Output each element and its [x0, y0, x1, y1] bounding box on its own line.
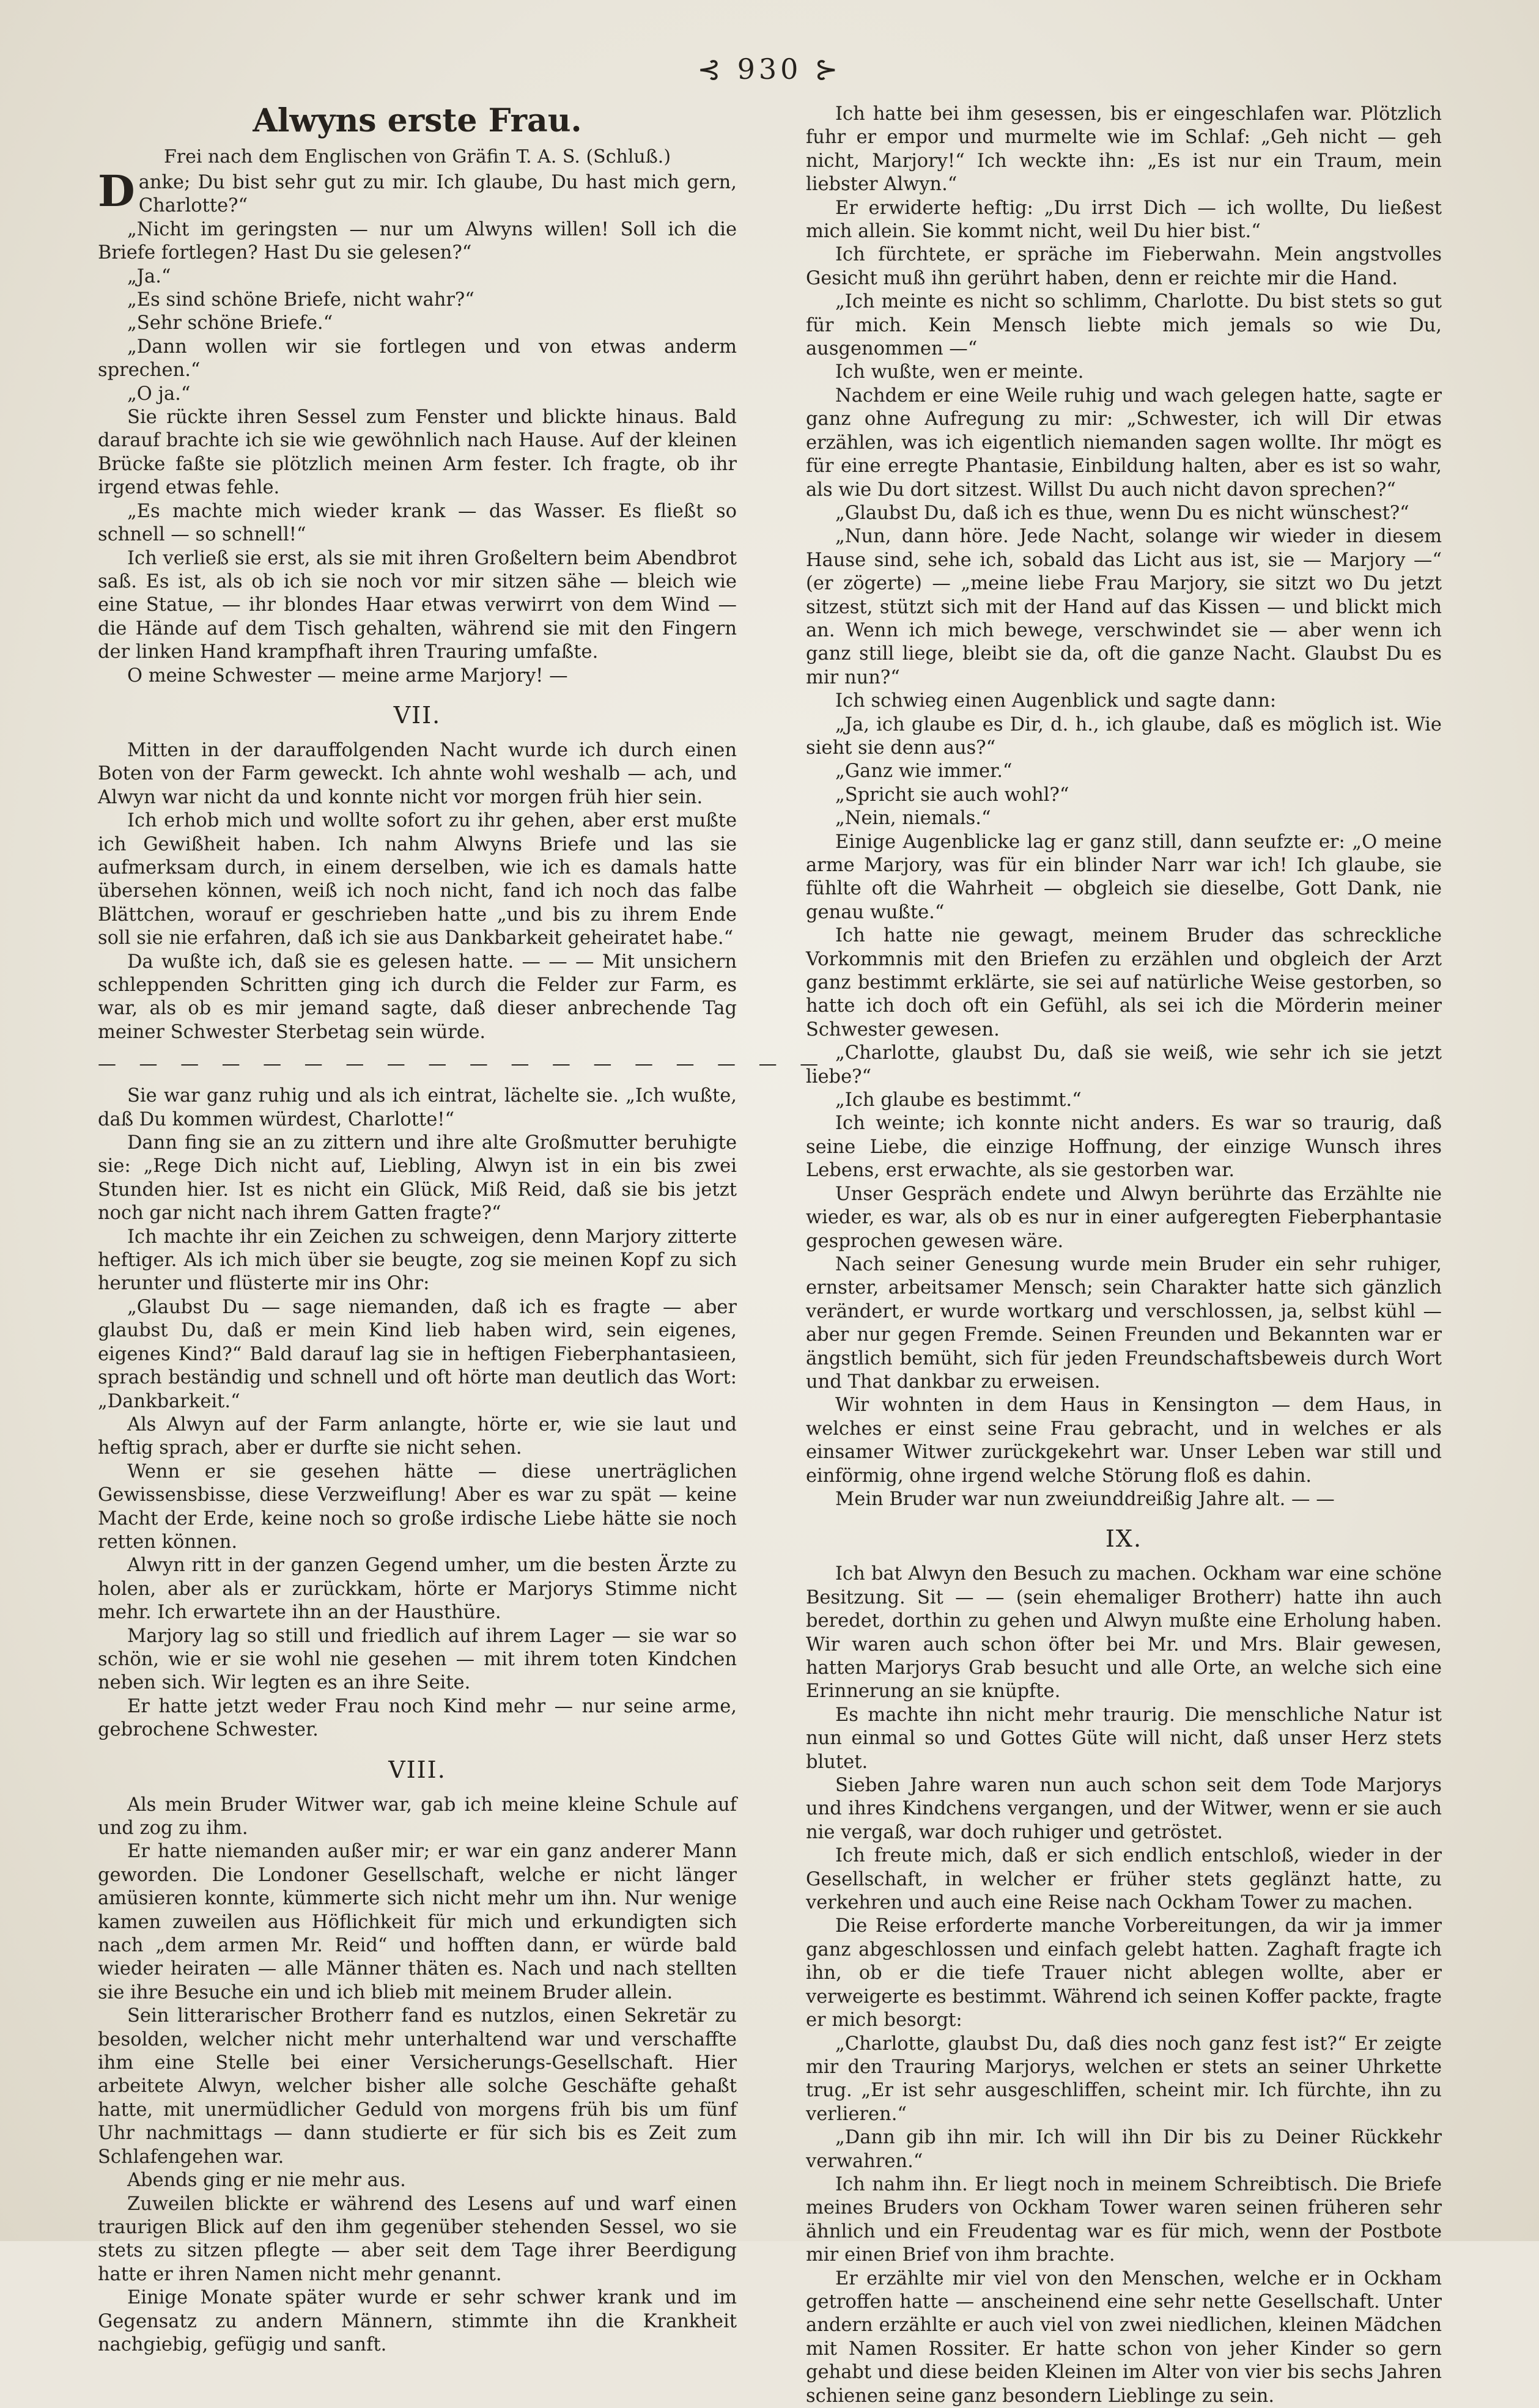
- paragraph: Ich weinte; ich konnte nicht anders. Es war so traurig, daß seine Liebe, die einzige Hoffnung, der einzige Wunsch ihres Lebens, erst erwachte, als sie gestorben war.: [806, 1113, 1442, 1182]
- paragraph: Als Alwyn auf der Farm anlangte, hörte er, wie sie laut und heftig sprach, aber er durfte sie nicht sehen.: [98, 1413, 737, 1459]
- paragraph: Ich fürchtete, er spräche im Fieberwahn. Mein angstvolles Gesicht muß ihn gerührt haben, denn er reichte mir die Hand.: [806, 244, 1442, 289]
- paragraph: Unser Gespräch endete und Alwyn berührte das Erzählte nie wieder, es war, als ob es nur in einer aufgeregten Fieberphantasie gesprochen gewesen wäre.: [806, 1183, 1442, 1252]
- paragraph: „Glaubst Du — sage niemanden, daß ich es fragte — aber glaubst Du, daß er mein Kind lieb haben wird, sein eigenes, eigenes Kind?“ Bald darauf lag sie in heftigen Fieberphantasieen, sprach beständig und schnell und oft hörte man deutlich das Wort: „Dankbarkeit.“: [98, 1296, 737, 1412]
- paragraph: Die Reise erforderte manche Vorbereitungen, da wir ja immer ganz abgeschlossen und einfach gelebt hatten. Zaghaft fragte ich ihn, ob er die tiefe Trauer nicht ablegen wollte, aber er verweigerte es bestimmt. Während ich seinen Koffer packte, fragte er mich besorgt:: [806, 1915, 1442, 2031]
- paragraph: „Spricht sie auch wohl?“: [835, 784, 1069, 806]
- paragraph: Alwyn ritt in der ganzen Gegend umher, um die besten Ärzte zu holen, aber als er zurückkam, hörte er Marjorys Stimme nicht mehr. Ich erwartete ihn an der Hausthüre.: [98, 1555, 737, 1624]
- paragraph: „Ganz wie immer.“: [835, 760, 1013, 782]
- paragraph: Er hatte jetzt weder Frau noch Kind mehr — nur seine arme, gebrochene Schwester.: [98, 1695, 737, 1741]
- paragraph: „Charlotte, glaubst Du, daß dies noch ganz fest ist?“ Er zeigte mir den Trauring Marjorys, welchen er stets an seiner Uhrkette trug. „Er ist sehr ausgeschliffen, scheint mir. Ich fürchte, ihn zu verlieren.“: [806, 2033, 1442, 2125]
- paragraph: „Glaubst Du, daß ich es thue, wenn Du es nicht wünschest?“: [835, 502, 1409, 524]
- page-number: ⊰ 930 ⊱: [697, 53, 842, 86]
- paragraph: Wir wohnten in dem Haus in Kensington — dem Haus, in welches er einst seine Frau gebracht, und in welches er als einsamer Witwer zurückgekehrt war. Unser Leben war still und einförmig, ohne irgend welche Störung floß es dahin.: [806, 1394, 1442, 1487]
- paragraph: „Charlotte, glaubst Du, daß sie weiß, wie sehr ich sie jetzt liebe?“: [806, 1042, 1442, 1088]
- paragraph: Er erzählte mir viel von den Menschen, welche er in Ockham getroffen hatte — anscheinend eine sehr nette Gesellschaft. Unter andern erzählte er auch viel von zwei niedlichen, kleinen Mädchen mit Namen Rossiter. Er hatte schon von jeher Kinder so gern gehabt und diese beiden Kleinen im Alter von vier bis sechs Jahren schienen seine ganz besondern Lieblinge zu sein.: [806, 2267, 1442, 2407]
- paragraph: Sie war ganz ruhig und als ich eintrat, lächelte sie. „Ich wußte, daß Du kommen würdest, Charlotte!“: [98, 1085, 737, 1130]
- paragraph: Einige Augenblicke lag er ganz still, dann seufzte er: „O meine arme Marjory, was für ein blinder Narr war ich! Ich glaube, sie fühlte oft die Wahrheit — obgleich sie dieselbe, Gott Dank, nie genau wußte.“: [806, 831, 1442, 923]
- paragraph: Abends ging er nie mehr aus.: [127, 2170, 406, 2192]
- paragraph: Zuweilen blickte er während des Lesens auf und warf einen traurigen Blick auf den ihm gegenüber stehenden Sessel, wo sie stets zu sitzen pflegte — aber seit dem Tage ihrer Beerdigung hatte er ihren Namen nicht mehr genannt.: [98, 2193, 737, 2285]
- drop-cap: D: [98, 166, 135, 216]
- section-heading-vii: VII.: [393, 701, 441, 729]
- left-column: [98, 102, 827, 2357]
- paragraph: „Es machte mich wieder krank — das Wasser. Es fließt so schnell — so schnell!“: [98, 500, 737, 546]
- paragraph: Nachdem er eine Weile ruhig und wach gelegen hatte, sagte er ganz ohne Aufregung zu mir: „Schwester, ich will Dir etwas erzählen, was ich eigentlich niemanden sagen wollte. Ihr mögt es für eine erregte Phantasie, Einbildung halten, aber es ist so wahr, als wie Du dort sitzest. Willst Du auch nicht davon sprechen?“: [806, 385, 1442, 501]
- paragraph: „Es sind schöne Briefe, nicht wahr?“: [127, 289, 474, 311]
- article-title: Alwyns erste Frau.: [253, 102, 582, 139]
- section-heading-ix: IX.: [1105, 1525, 1143, 1553]
- paragraph: „O ja.“: [127, 383, 191, 405]
- paragraph: Mitten in der darauffolgenden Nacht wurde ich durch einen Boten von der Farm geweckt. Ich ahnte wohl weshalb — ach, und Alwyn war nicht da und konnte nicht vor morgen früh hier sein.: [98, 739, 737, 808]
- paragraph: O meine Schwester — meine arme Marjory! —: [127, 665, 568, 687]
- paragraph: Sein litterarischer Brotherr fand es nutzlos, einen Sekretär zu besolden, welcher nicht mehr unterhaltend war und verschaffte ihm eine Stelle bei einer Versicherungs-Gesellschaft. Hier arbeitete Alwyn, welcher bisher alle solche Geschäfte gehaßt hatte, mit unermüdlicher Geduld von morgens früh bis um fünf Uhr nachmittags — dann studierte er für sich bis es Zeit zum Schlafengehen war.: [98, 2005, 737, 2168]
- paragraph: „Sehr schöne Briefe.“: [127, 312, 333, 334]
- paragraph: Mein Bruder war nun zweiunddreißig Jahre alt. — —: [835, 1488, 1335, 1510]
- paragraph-text: anke; Du bist sehr gut zu mir. Ich glaube, Du hast mich gern, Charlotte?“: [138, 172, 737, 217]
- paragraph: „Ich meinte es nicht so schlimm, Charlotte. Du bist stets so gut für mich. Kein Mensch liebte mich jemals so wie Du, ausgenommen —“: [806, 291, 1442, 360]
- paragraph: Ich freute mich, daß er sich endlich entschloß, wieder in der Gesellschaft, in welcher er früher stets geglänzt hatte, zu verkehren und auch eine Reise nach Ockham Tower zu machen.: [806, 1845, 1442, 1914]
- paragraph: „Ja.“: [127, 265, 171, 287]
- paragraph: Ich verließ sie erst, als sie mit ihren Großeltern beim Abendbrot saß. Es ist, als ob ich sie noch vor mir sitzen sähe — bleich wie eine Statue, — ihr blondes Haar etwas verwirrt von dem Wind — die Hände auf dem Tisch gehalten, während sie mit den Fingern der linken Hand krampfhaft ihren Trauring umfaßte.: [98, 547, 737, 663]
- paragraph: Es machte ihn nicht mehr traurig. Die menschliche Natur ist nun einmal so und Gottes Güte will nicht, daß unser Herz stets blutet.: [806, 1704, 1442, 1773]
- paragraph: Ich erhob mich und wollte sofort zu ihr gehen, aber erst mußte ich Gewißheit haben. Ich nahm Alwyns Briefe und las sie aufmerksam durch, in einem derselben, wie ich es damals hatte übersehen können, weiß ich noch nicht, fand ich noch das falbe Blättchen, worauf er geschrieben hatte „und bis zu ihrem Ende soll sie nie erfahren, daß ich sie aus Dankbarkeit geheiratet habe.“: [98, 810, 737, 949]
- paragraph: Ich nahm ihn. Er liegt noch in meinem Schreibtisch. Die Briefe meines Bruders von Ockham Tower waren seinen früheren sehr ähnlich und ein Freudentag war es für mich, wenn der Postbote mir einen Brief von ihm brachte.: [806, 2173, 1442, 2266]
- paragraph: Sie rückte ihren Sessel zum Fenster und blickte hinaus. Bald darauf brachte ich sie wie gewöhnlich nach Hause. Auf der kleinen Brücke faßte sie plötzlich meinen Arm fester. Ich fragte, ob ihr irgend etwas fehle.: [98, 407, 737, 499]
- paragraph: Er erwiderte heftig: „Du irrst Dich — ich wollte, Du ließest mich allein. Sie kommt nicht, weil Du hier bist.“: [806, 197, 1442, 243]
- paragraph: Als mein Bruder Witwer war, gab ich meine kleine Schule auf und zog zu ihm.: [98, 1794, 737, 1839]
- paragraph: Sieben Jahre waren nun auch schon seit dem Tode Marjorys und ihres Kindchens vergangen, und der Witwer, wenn er sie auch nie vergaß, war doch ruhiger und getröstet.: [806, 1775, 1442, 1843]
- paragraph: Ich hatte bei ihm gesessen, bis er eingeschlafen war. Plötzlich fuhr er empor und murmelte wie im Schlaf: „Geh nicht — geh nicht, Marjory!“ Ich weckte ihn: „Es ist nur ein Traum, mein liebster Alwyn.“: [806, 103, 1442, 196]
- section-heading-viii: VIII.: [388, 1756, 446, 1783]
- paragraph: Wenn er sie gesehen hätte — diese unerträglichen Gewissensbisse, diese Verzweiflung! Aber es war zu spät — keine Macht der Erde, keine noch so große irdische Liebe hätte sie noch retten können.: [98, 1460, 737, 1553]
- paragraph: Nach seiner Genesung wurde mein Bruder ein sehr ruhiger, ernster, arbeitsamer Mensch; sein Charakter hatte sich gänzlich verändert, er wurde wortkarg und verschlossen, ja, selbst kühl — aber nur gegen Fremde. Seinen Freunden und Bekannten war er ängstlich bemüht, sich für jeden Freundschaftsbeweis durch Wort und That dankbar zu erweisen.: [806, 1253, 1442, 1393]
- paragraph: Ich wußte, wen er meinte.: [835, 361, 1084, 383]
- paragraph: „Nun, dann höre. Jede Nacht, solange wir wieder in diesem Hause sind, sehe ich, sobald das Licht aus ist, sie — Marjory —“ (er zögerte) — „meine liebe Frau Marjory, sie sitzt wo Du jetzt sitzest, stützt sich mit der Hand auf das Kissen — und blickt mich an. Wenn ich mich bewege, verschwindet sie — aber wenn ich ganz still liege, bleibt sie da, oft die ganze Nacht. Glaubst Du es mir nun?“: [806, 526, 1442, 688]
- paragraph: Da wußte ich, daß sie es gelesen hatte. — — — Mit unsichern schleppenden Schritten ging ich durch die Felder zur Farm, es war, als ob es mir jemand sagte, daß dieser anbrechende Tag meiner Schwester Sterbetag sein würde.: [98, 951, 737, 1043]
- paragraph: Ich schwieg einen Augenblick und sagte dann:: [835, 690, 1277, 712]
- paragraph: Einige Monate später wurde er sehr schwer krank und im Gegensatz zu andern Männern, stimmte ihn die Krankheit nachgiebig, gefügig und sanft.: [98, 2287, 737, 2355]
- paragraph: Ich bat Alwyn den Besuch zu machen. Ockham war eine schöne Besitzung. Sit — — (sein ehemaliger Brotherr) hatte ihn auch beredet, dorthin zu gehen und Alwyn mußte eine Erholung haben. Wir waren auch schon öfter bei Mr. und Mrs. Blair gewesen, hatten Marjorys Grab besucht und alle Orte, an welche sich eine Erinnerung an sie knüpfte.: [806, 1563, 1442, 1703]
- article-byline: Frei nach dem Englischen von Gräfin T. A. S. (Schluß.): [163, 146, 671, 168]
- paragraph: „Ja, ich glaube es Dir, d. h., ich glaube, daß es möglich ist. Wie sieht sie denn aus?“: [806, 713, 1442, 759]
- paragraph: „Ich glaube es bestimmt.“: [835, 1089, 1082, 1111]
- paragraph: Marjory lag so still und friedlich auf ihrem Lager — sie war so schön, wie er sie wohl nie gesehen — mit ihrem toten Kindchen neben sich. Wir legten es an ihre Seite.: [98, 1625, 737, 1694]
- paragraph: „Nein, niemals.“: [835, 808, 991, 830]
- paragraph: Dann fing sie an zu zittern und ihre alte Großmutter beruhigte sie: „Rege Dich nicht auf, Liebling, Alwyn ist in ein bis zwei Stunden hier. Ist es nicht ein Glück, Miß Reid, daß sie bis jetzt noch gar nicht nach ihrem Gatten fragte?“: [98, 1132, 737, 1224]
- dash-separator: — — — — — — — — — — — — — — — — — —: [98, 1053, 827, 1075]
- paragraph: „Nicht im geringsten — nur um Alwyns willen! Soll ich die Briefe fortlegen? Hast Du sie gelesen?“: [98, 218, 737, 264]
- paragraph: Ich hatte nie gewagt, meinem Bruder das schreckliche Vorkommnis mit den Briefen zu erzählen und obgleich der Arzt ganz bestimmt erklärte, sie sei auf natürliche Weise gestorben, so hatte ich doch oft ein Gefühl, als sei ich die Mörderin meiner Schwester gewesen.: [806, 925, 1442, 1040]
- paragraph: Ich machte ihr ein Zeichen zu schweigen, denn Marjory zitterte heftiger. Als ich mich über sie beugte, zog sie meinen Kopf zu sich herunter und flüsterte mir ins Ohr:: [98, 1226, 737, 1295]
- paragraph: „Dann gib ihn mir. Ich will ihn Dir bis zu Deiner Rückkehr verwahren.“: [806, 2127, 1442, 2172]
- paragraph: Er hatte niemanden außer mir; er war ein ganz anderer Mann geworden. Die Londoner Gesellschaft, welche er nicht länger amüsieren konnte, kümmerte sich nicht mehr um ihn. Nur wenige kamen zuweilen aus Höflichkeit für mich und erkundigten sich nach „dem armen Mr. Reid“ und hofften dann, er würde bald wieder heiraten — alle Männer thäten es. Nach und nach stellten sie ihre Besuche ein und ich blieb mit meinem Bruder allein.: [98, 1841, 737, 2003]
- paragraph: [98, 166, 737, 218]
- paragraph: „Dann wollen wir sie fortlegen und von etwas anderm sprechen.“: [98, 336, 737, 381]
- right-column: [806, 103, 1442, 2408]
